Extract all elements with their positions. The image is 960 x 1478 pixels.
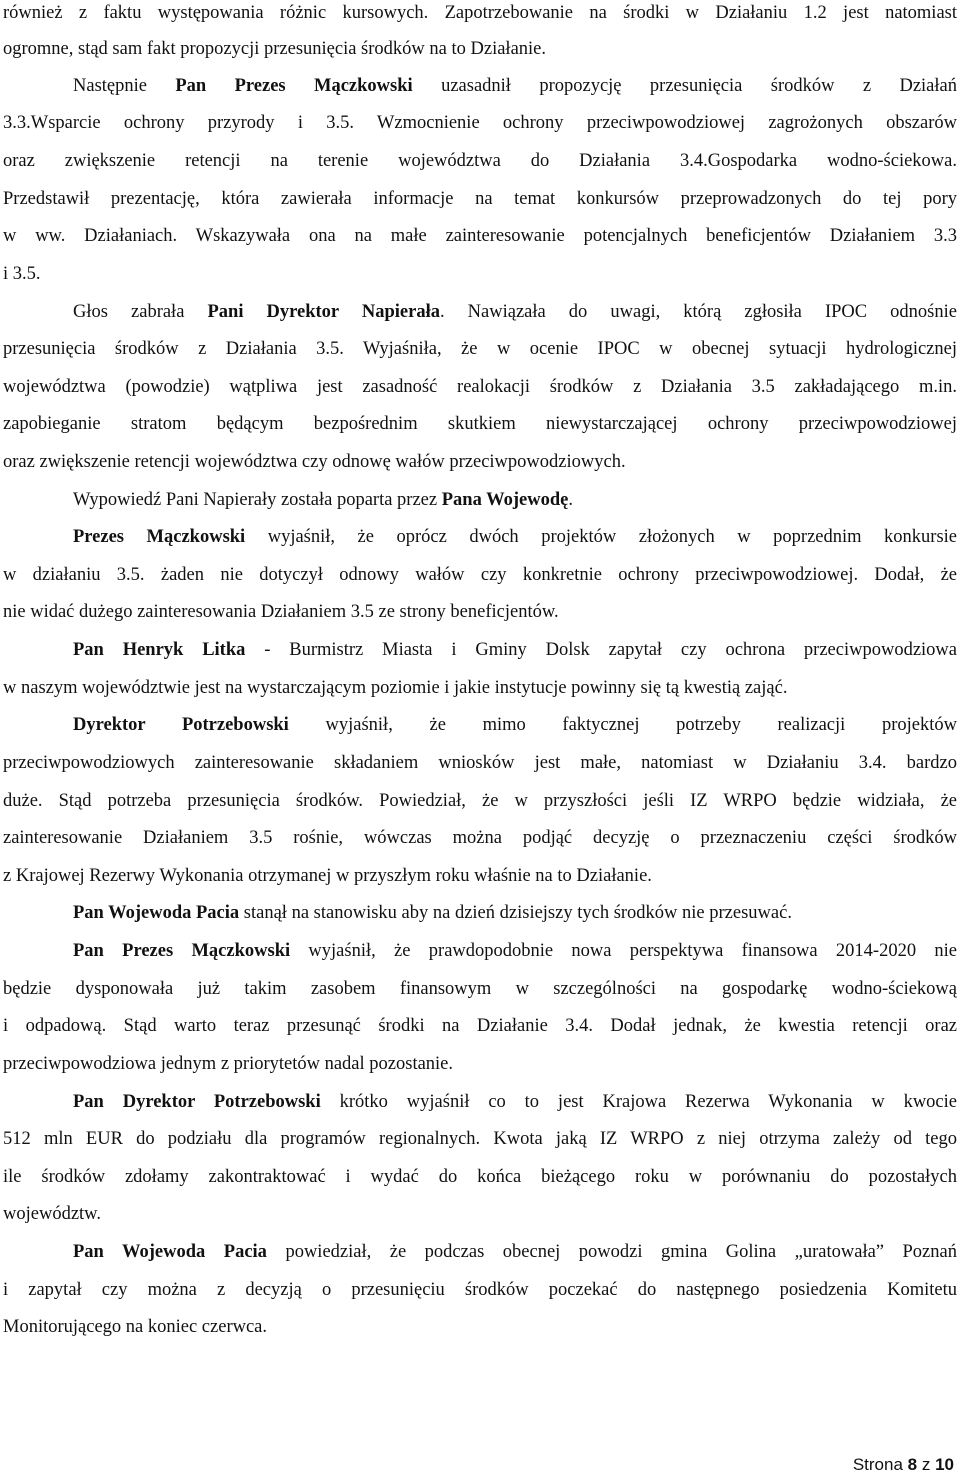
text-line: Dyrektor Potrzebowski wyjaśnił, że mimo faktycznej potrzeby realizacji projektów xyxy=(73,715,957,735)
text-line: przeciwpowodziowa jednym z priorytetów nadal pozostanie. xyxy=(3,1054,454,1074)
text-line: również z faktu występowania różnic kursowych. Zapotrzebowanie na środki w Działaniu 1.2 jest natomiast xyxy=(3,3,957,23)
text-line: Pan Prezes Mączkowski wyjaśnił, że prawdopodobnie nowa perspektywa finansowa 2014-2020 nie xyxy=(73,941,957,961)
text-line: i odpadową. Stąd warto teraz przesunąć środki na Działanie 3.4. Dodał jednak, że kwestia retencji oraz xyxy=(3,1016,957,1036)
text-line: przeciwpowodziowych zainteresowanie składaniem wniosków jest małe, natomiast w Działaniu 3.4. bardzo xyxy=(3,753,957,773)
total-pages: 10 xyxy=(935,1455,954,1474)
text-line: w naszym województwie jest na wystarczającym poziomie i jakie instytucje powinny się tą kwestią zająć. xyxy=(3,678,788,698)
text-line: Wypowiedź Pani Napierały została poparta przez Pana Wojewodę. xyxy=(73,490,573,510)
text-line: Pan Wojewoda Pacia powiedział, że podczas obecnej powodzi gmina Golina „uratowała” Poznań xyxy=(73,1242,957,1262)
text-line: w działaniu 3.5. żaden nie dotyczył odnowy wałów czy konkretnie ochrony przeciwpowodziowej. Dodał, że xyxy=(3,565,957,585)
text-line: oraz zwiększenie retencji województwa czy odnowę wałów przeciwpowodziowych. xyxy=(3,452,626,472)
text-line: ogromne, stąd sam fakt propozycji przesunięcia środków na to Działanie. xyxy=(3,39,547,59)
text-line: zainteresowanie Działaniem 3.5 rośnie, wówczas można podjąć decyzję o przeznaczeniu części środków xyxy=(3,828,957,848)
text-line: Następnie Pan Prezes Mączkowski uzasadnił propozycję przesunięcia środków z Działań xyxy=(73,76,957,96)
text-line: z Krajowej Rezerwy Wykonania otrzymanej w przyszłym roku właśnie na to Działanie. xyxy=(3,866,652,886)
text-line: zapobieganie stratom będącym bezpośrednim skutkiem niewystarczającej ochrony przeciwpowodziowej xyxy=(3,414,957,434)
page-separator: z xyxy=(921,1455,931,1474)
text-line: Prezes Mączkowski wyjaśnił, że oprócz dwóch projektów złożonych w poprzednim konkursie xyxy=(73,527,957,547)
text-line: Przedstawił prezentację, która zawierała informacje na temat konkursów przeprowadzonych do tej pory xyxy=(3,189,957,209)
text-line: województw. xyxy=(3,1204,101,1224)
page-label: Strona xyxy=(852,1455,903,1474)
text-line: będzie dysponowała już takim zasobem finansowym w szczególności na gospodarkę wodno-ściekową xyxy=(3,979,957,999)
text-line: Monitorującego na koniec czerwca. xyxy=(3,1317,268,1337)
text-line: i 3.5. xyxy=(3,264,41,284)
current-page: 8 xyxy=(907,1455,918,1474)
text-line: i zapytał czy można z decyzją o przesunięciu środków poczekać do następnego posiedzenia Komitetu xyxy=(3,1280,957,1300)
text-line: przesunięcia środków z Działania 3.5. Wyjaśniła, że w ocenie IPOC w obecnej sytuacji hydrologicznej xyxy=(3,339,957,359)
text-line: Pan Dyrektor Potrzebowski krótko wyjaśnił co to jest Krajowa Rezerwa Wykonania w kwocie xyxy=(73,1092,957,1112)
text-line: Głos zabrała Pani Dyrektor Napierała. Nawiązała do uwagi, którą zgłosiła IPOC odnośnie xyxy=(73,302,957,322)
text-line: 3.3.Wsparcie ochrony przyrody i 3.5. Wzmocnienie ochrony przeciwpowodziowej zagrożonych obszarów xyxy=(3,113,957,133)
text-line: Pan Wojewoda Pacia stanął na stanowisku aby na dzień dzisiejszy tych środków nie przesuwać. xyxy=(73,903,792,923)
text-line: 512 mln EUR do podziału dla programów regionalnych. Kwota jaką IZ WRPO z niej otrzyma zależy od tego xyxy=(3,1129,957,1149)
text-line: nie widać dużego zainteresowania Działaniem 3.5 ze strony beneficjentów. xyxy=(3,602,559,622)
text-line: Pan Henryk Litka - Burmistrz Miasta i Gminy Dolsk zapytał czy ochrona przeciwpowodziowa xyxy=(73,640,957,660)
page-number xyxy=(853,1455,954,1475)
text-line: oraz zwiększenie retencji na terenie województwa do Działania 3.4.Gospodarka wodno-ściekowa. xyxy=(3,151,957,171)
text-line: duże. Stąd potrzeba przesunięcia środków. Powiedział, że w przyszłości jeśli IZ WRPO będzie widziała, że xyxy=(3,791,957,811)
text-line: w ww. Działaniach. Wskazywała ona na małe zainteresowanie potencjalnych beneficjentów Działaniem 3.3 xyxy=(3,226,957,246)
text-line: ile środków zdołamy zakontraktować i wydać do końca bieżącego roku w porównaniu do pozostałych xyxy=(3,1167,957,1187)
text-line: województwa (powodzie) wątpliwa jest zasadność realokacji środków z Działania 3.5 zakładającego m.in. xyxy=(3,377,957,397)
